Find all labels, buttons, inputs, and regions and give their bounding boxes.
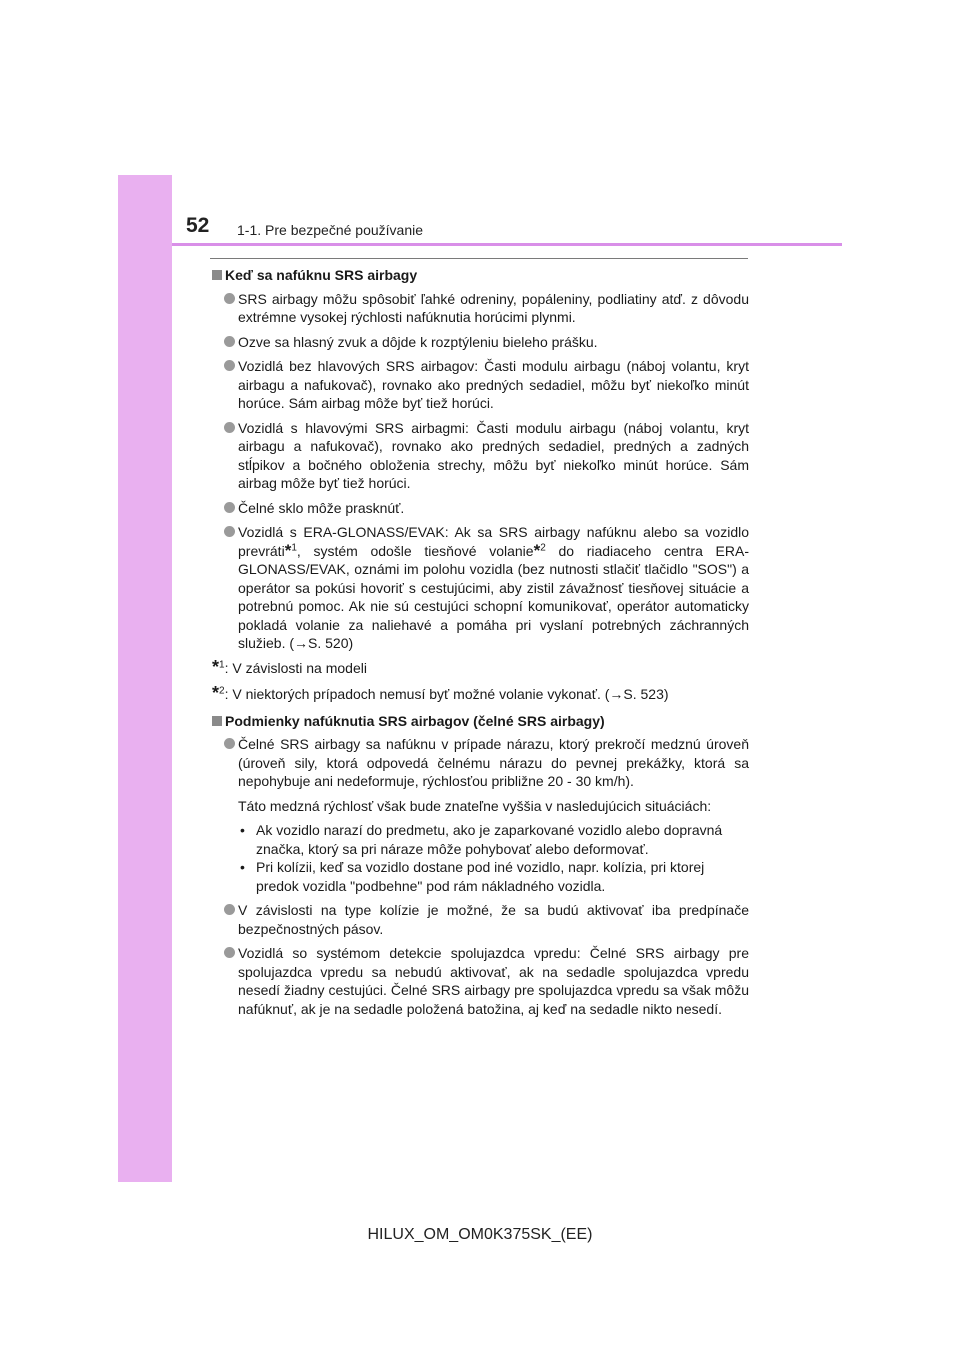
content-rule — [210, 258, 748, 259]
list-item — [212, 499, 749, 518]
list-item — [212, 357, 749, 413]
round-bullet-icon — [224, 738, 235, 749]
footnote — [212, 656, 749, 678]
square-bullet-icon — [212, 270, 222, 280]
round-bullet-icon — [224, 422, 235, 433]
footnote-number: 1 — [219, 658, 225, 670]
header-rule — [172, 243, 842, 246]
sub-list-item — [212, 858, 749, 895]
square-bullet-icon — [212, 716, 222, 726]
footnote-asterisk: * — [212, 656, 220, 677]
list-item-text: SRS airbagy môžu spôsobiť ľahké odreniny, popáleniny, podliatiny atď. z dôvodu extrémne vysokej rýchlosti nafúknutia horúcimi plynmi. — [238, 290, 749, 325]
page-content — [212, 266, 749, 1024]
section-heading — [212, 266, 749, 285]
list-item — [212, 419, 749, 493]
footnote-asterisk: * — [284, 540, 292, 560]
list-item — [212, 735, 749, 791]
sub-list-item — [212, 821, 749, 858]
round-bullet-icon — [224, 293, 235, 304]
footnote-mark: 2 — [540, 541, 546, 553]
round-bullet-icon — [224, 360, 235, 371]
footnote-asterisk: * — [533, 540, 541, 560]
footnote-number: 2 — [219, 685, 225, 697]
list-item-text: Čelné SRS airbagy sa nafúknu v prípade nárazu, ktorý prekročí medznú úroveň (úroveň sily, ktorá odpovedá čelnému nárazu do pevnej prekážky, ktorá sa nepohybuje ani nedeformuje, rýchlosťou približne 20 - 30 km/h). — [238, 736, 749, 789]
footnote-text: : V niektorých prípadoch nemusí byť možné volanie vykonať. (→S. 523) — [224, 686, 669, 702]
list-item — [212, 333, 749, 352]
footnote-text: : V závislosti na modeli — [224, 659, 367, 676]
list-item-era-glonass — [212, 523, 749, 653]
list-item-text: Ozve sa hlasný zvuk a dôjde k rozptýleniu bieleho prášku. — [238, 333, 598, 350]
round-bullet-icon — [224, 904, 235, 915]
era-text-2: , systém odošle tiesňové volanie — [296, 542, 534, 559]
page-number: 52 — [186, 214, 210, 237]
sub-paragraph: Táto medzná rýchlosť však bude znateľne vyššia v nasledujúcich situáciách: — [238, 797, 712, 814]
document-code: HILUX_OM_OM0K375SK_(EE) — [367, 1226, 593, 1243]
sub-list-item-text: Pri kolízii, keď sa vozidlo dostane pod iné vozidlo, napr. kolízia, pri ktorej predok vozidla "podbehne" pod rám nákladného vozidla. — [256, 859, 705, 894]
footnote-marker — [212, 656, 225, 678]
round-bullet-icon — [224, 336, 235, 347]
section-heading-text: Podmienky nafúknutia SRS airbagov (čelné SRS airbagy) — [225, 712, 605, 729]
footnote-asterisk: * — [212, 683, 220, 703]
list-item — [212, 901, 749, 938]
dash-bullet-icon: • — [240, 859, 245, 875]
section-title: 1-1. Pre bezpečné používanie — [237, 222, 424, 238]
list-item-text: V závislosti na type kolízie je možné, že sa budú aktivovať iba predpínače bezpečnostných pásov. — [238, 902, 749, 937]
footnote-mark: 1 — [291, 541, 297, 553]
round-bullet-icon — [224, 502, 235, 513]
round-bullet-icon — [224, 526, 235, 537]
round-bullet-icon — [224, 947, 235, 958]
section-heading — [212, 712, 749, 731]
era-text-3: do riadiaceho centra ERA-GLONASS/EVAK, oznámi im polohu vozidla (bez nutnosti stlačiť tlačidlo "SOS") a operátor sa pokúsi hovoriť s cestujúcimi, aby zistil závažnosť tiesňovej situácie a potrebnú pomoc. Ak nie sú cestujúci schopní komunikovať, operátor automaticky pokladá volanie za naliehavé a pomáha pri vyslaní potrebných záchranných služieb. (→S. 520) — [238, 542, 749, 651]
dash-bullet-icon: • — [240, 822, 245, 838]
list-item-text — [238, 523, 749, 653]
side-color-strip — [118, 175, 172, 1182]
footnote-marker — [212, 685, 225, 704]
list-item — [212, 290, 749, 327]
list-item-text: Vozidlá s hlavovými SRS airbagmi: Časti modulu airbagu (náboj volantu, kryt airbagu a nafukovač), rovnako ako predných sedadiel, predných a zadných stĺpikov a bočného obloženia strechy, môžu byť niekoľko minút horúce. Sám airbag môže byť tiež horúci. — [238, 419, 749, 491]
list-item-text: Vozidlá bez hlavových SRS airbagov: Časti modulu airbagu (náboj volantu, kryt airbagu a nafukovač), rovnako ako predných sedadiel, môžu byť niekoľko minút horúce. Sám airbag môže byť tiež horúci. — [238, 358, 749, 411]
sub-list-item-text: Ak vozidlo narazí do predmetu, ako je zaparkované vozidlo alebo dopravná značka, ktorý sa pri náraze môže pohybovať alebo deformovať. — [256, 822, 723, 857]
list-item-text: Vozidlá so systémom detekcie spolujazdca vpredu: Čelné SRS airbagy pre spolujazdca vpredu sa nebudú aktivovať, ak na sedadle spolujazdca vpredu nesedí žiadny cestujúci. Čelné SRS airbagy pre spolujazdca vpredu sa však môžu nafúknuť, ak je na sedadle položená batožina, aj keď na sedadle nikto nesedí. — [238, 945, 749, 1017]
footnote — [212, 685, 749, 704]
list-item-text: Čelné sklo môže prasknúť. — [238, 499, 405, 516]
list-item — [212, 944, 749, 1018]
era-text-1: Vozidlá s ERA-GLONASS/EVAK: Ak sa SRS airbagy nafúknu alebo sa vozidlo prevráti — [238, 524, 749, 559]
section-heading-text: Keď sa nafúknu SRS airbagy — [225, 267, 418, 283]
